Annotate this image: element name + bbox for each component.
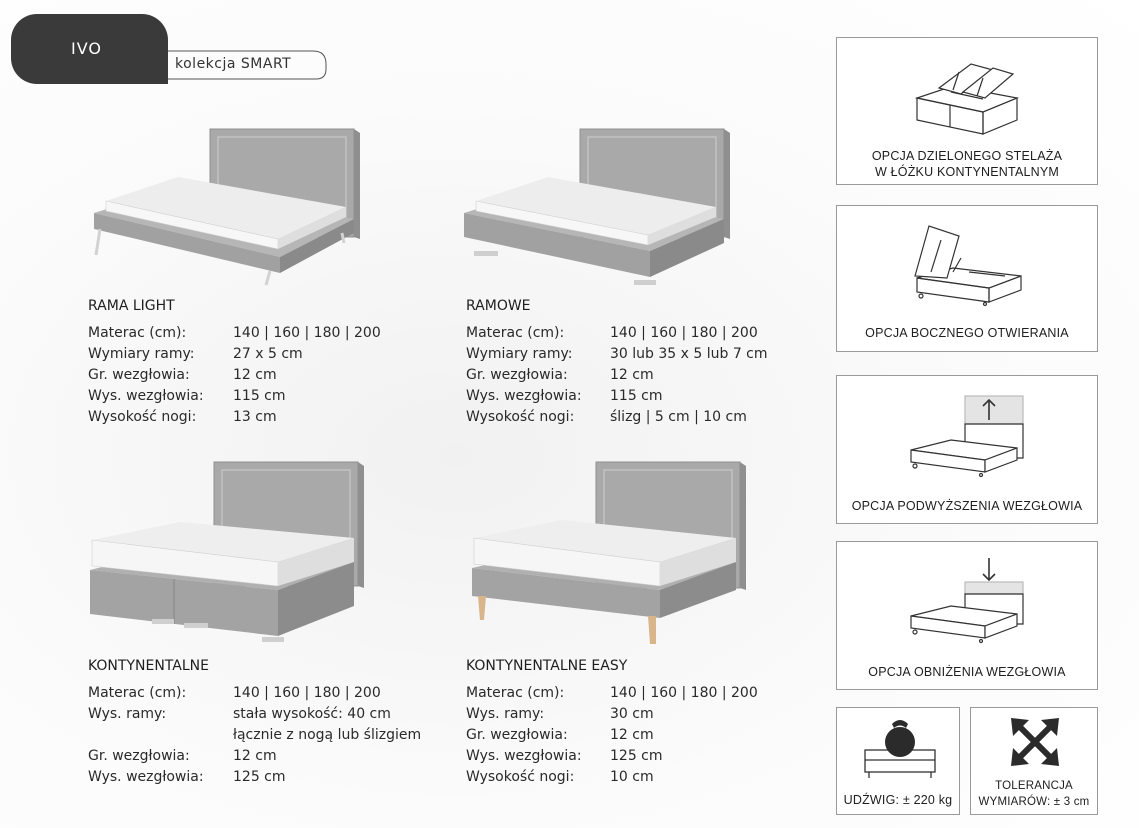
spec-row: Wysokość nogi: 13 cm (88, 409, 277, 425)
spec-row: Materac (cm): 140 | 160 | 180 | 200 (88, 685, 381, 701)
bed-rama-light-image (92, 125, 367, 290)
dimension-tolerance-icon (1009, 716, 1061, 768)
spec-title: KONTYNENTALNE (88, 658, 209, 674)
spec-row: Wys. wezgłowia: 125 cm (466, 748, 663, 764)
option-label: OPCJA PODWYŻSZENIA WEZGŁOWIA (851, 499, 1083, 513)
spec-row: Wymiary ramy: 30 lub 35 x 5 lub 7 cm (466, 346, 768, 362)
spec-row: Wys. wezgłowia: 115 cm (88, 388, 286, 404)
badge-label: UDŹWIG: ± 220 kg (843, 793, 953, 807)
spec-rama-light (88, 296, 418, 428)
spec-row: Materac (cm): 140 | 160 | 180 | 200 (466, 685, 758, 701)
collection-text: kolekcja SMART (175, 56, 292, 72)
spec-title: RAMOWE (466, 298, 531, 314)
spec-title: KONTYNENTALNE EASY (466, 658, 628, 674)
badge-label: TOLERANCJA WYMIARÓW: ± 3 cm (978, 780, 1090, 808)
headboard-lower-icon (907, 554, 1031, 644)
spec-row: Gr. wezgłowia: 12 cm (88, 748, 277, 764)
option-label: OPCJA DZIELONEGO STELAŻA W ŁÓŻKU KONTYNENTALNYM (871, 149, 1063, 179)
spec-row: Wymiary ramy: 27 x 5 cm (88, 346, 303, 362)
spec-row: Materac (cm): 140 | 160 | 180 | 200 (88, 325, 381, 341)
spec-row: Wys. ramy: 30 cm (466, 706, 654, 722)
spec-row: łącznie z nogą lub ślizgiem (233, 727, 422, 743)
spec-row: Materac (cm): 140 | 160 | 180 | 200 (466, 325, 758, 341)
badge-dimension-tolerance (970, 707, 1098, 815)
option-side-opening (836, 205, 1098, 352)
option-headboard-lower (836, 541, 1098, 690)
spec-row: Wysokość nogi: 10 cm (466, 769, 654, 785)
model-tab (11, 14, 168, 84)
bed-ramowe-image (462, 125, 737, 290)
option-headboard-raise (836, 375, 1098, 524)
side-opening-icon (909, 218, 1027, 306)
weight-capacity-icon (859, 714, 941, 784)
collection-label (168, 50, 328, 80)
spec-row: Gr. wezgłowia: 12 cm (88, 367, 277, 383)
headboard-raise-icon (907, 392, 1031, 478)
option-label: OPCJA OBNIŻENIA WEZGŁOWIA (868, 665, 1066, 679)
spec-row: Wys. wezgłowia: 125 cm (88, 769, 286, 785)
spec-ramowe (466, 296, 816, 428)
model-name: IVO (71, 39, 102, 58)
spec-title: RAMA LIGHT (88, 298, 175, 314)
spec-kontynentalne (88, 656, 433, 788)
spec-row: Wys. wezgłowia: 115 cm (466, 388, 663, 404)
spec-row: Gr. wezgłowia: 12 cm (466, 727, 654, 743)
bed-kontynentalne-easy-image (470, 458, 750, 648)
spec-kontynentalne-easy (466, 656, 796, 788)
spec-row: Gr. wezgłowia: 12 cm (466, 367, 654, 383)
split-frame-icon (913, 52, 1023, 142)
spec-row: Wys. ramy: stała wysokość: 40 cm (88, 706, 391, 722)
option-split-frame (836, 37, 1098, 185)
bed-kontynentalne-image (88, 458, 368, 643)
spec-row: Wysokość nogi: ślizg | 5 cm | 10 cm (466, 409, 747, 425)
option-label: OPCJA BOCZNEGO OTWIERANIA (865, 326, 1069, 340)
badge-weight-capacity (836, 707, 960, 815)
